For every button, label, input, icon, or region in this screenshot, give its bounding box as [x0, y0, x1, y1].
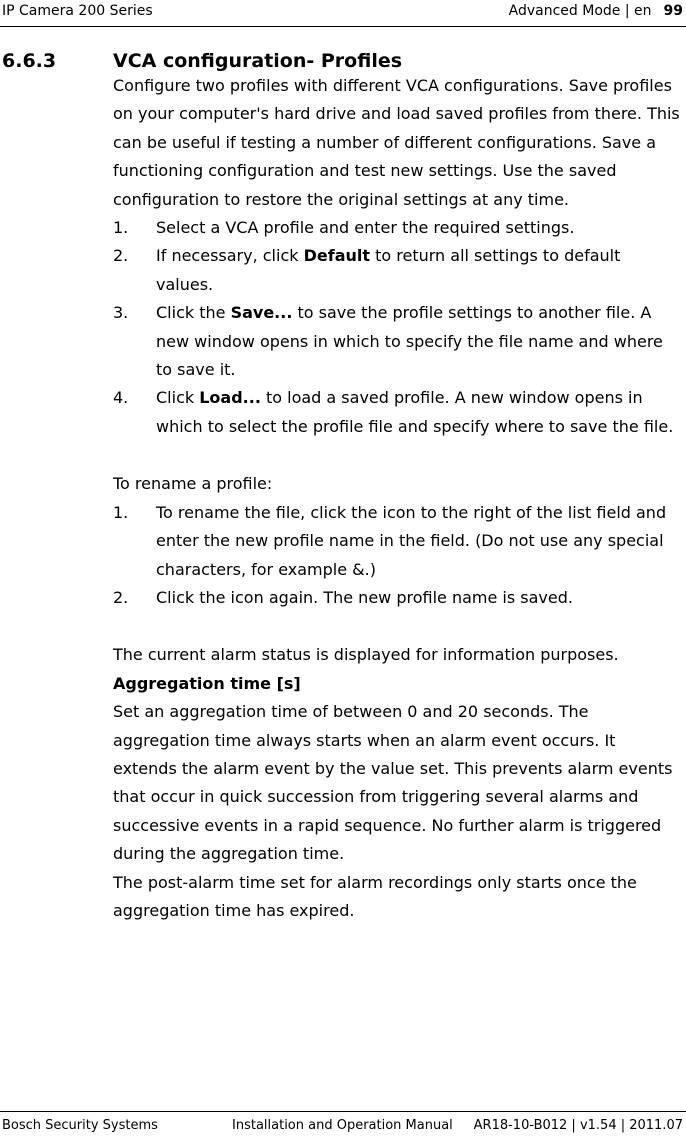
load-button-label: Load... — [199, 388, 261, 408]
rename-intro: To rename a profile: — [113, 474, 273, 494]
list-item: 4. Click Load... to load a saved profile. A new window opens in which to select the profile file and specify where to save the file. — [113, 388, 674, 436]
section-title: VCA configuration- Profiles — [113, 50, 403, 72]
page-footer — [0, 1111, 686, 1133]
aggregation-paragraph: Set an aggregation time of between 0 and 20 seconds. The aggregation time always starts when an alarm event occurs. It extends the alarm event by the value set. This prevents alarm events that occur in quick succession from triggering several alarms and successive events in a rapid sequence. No further alarm is triggered during the aggregation time. — [113, 702, 673, 864]
page-header — [0, 0, 686, 27]
rename-steps — [113, 499, 682, 613]
page-body — [113, 72, 682, 925]
header-section: Advanced Mode | en — [508, 3, 652, 19]
list-item: 3. Click the Save... to save the profile settings to another file. A new window opens in which to specify the file name and where to save it. — [113, 303, 663, 380]
alarm-status-text: The current alarm status is displayed for information purposes. — [113, 645, 619, 665]
list-item: 1. To rename the file, click the icon to the right of the list field and enter the new profile name in the field. (Do not use any special characters, for example &.) — [113, 502, 667, 579]
section-number: 6.6.3 — [2, 50, 57, 72]
profile-steps — [113, 214, 682, 441]
list-item: 2. If necessary, click Default to return all settings to default values. — [113, 246, 621, 294]
header-right — [509, 3, 683, 19]
footer-company: Bosch Security Systems — [2, 1118, 158, 1133]
header-product: IP Camera 200 Series — [2, 3, 153, 19]
list-item: 1. Select a VCA profile and enter the required settings. — [113, 218, 575, 238]
aggregation-heading: Aggregation time [s] — [113, 673, 301, 693]
footer-manual: Installation and Operation Manual — [232, 1118, 453, 1133]
post-alarm-paragraph: The post-alarm time set for alarm recordings only starts once the aggregation time has expired. — [113, 872, 637, 920]
page-number: 99 — [663, 3, 683, 19]
footer-doc-id: AR18-10-B012 | v1.54 | 2011.07 — [473, 1118, 683, 1133]
save-button-label: Save... — [230, 303, 293, 323]
default-button-label: Default — [303, 246, 371, 266]
intro-paragraph: Configure two profiles with different VCA configurations. Save profiles on your computer's hard drive and load saved profiles from there. This can be useful if testing a number of different configurations. Save a functioning configuration and test new settings. Use the saved configuration to restore the original settings at any time. — [113, 76, 680, 209]
list-item: 2. Click the icon again. The new profile name is saved. — [113, 587, 573, 607]
